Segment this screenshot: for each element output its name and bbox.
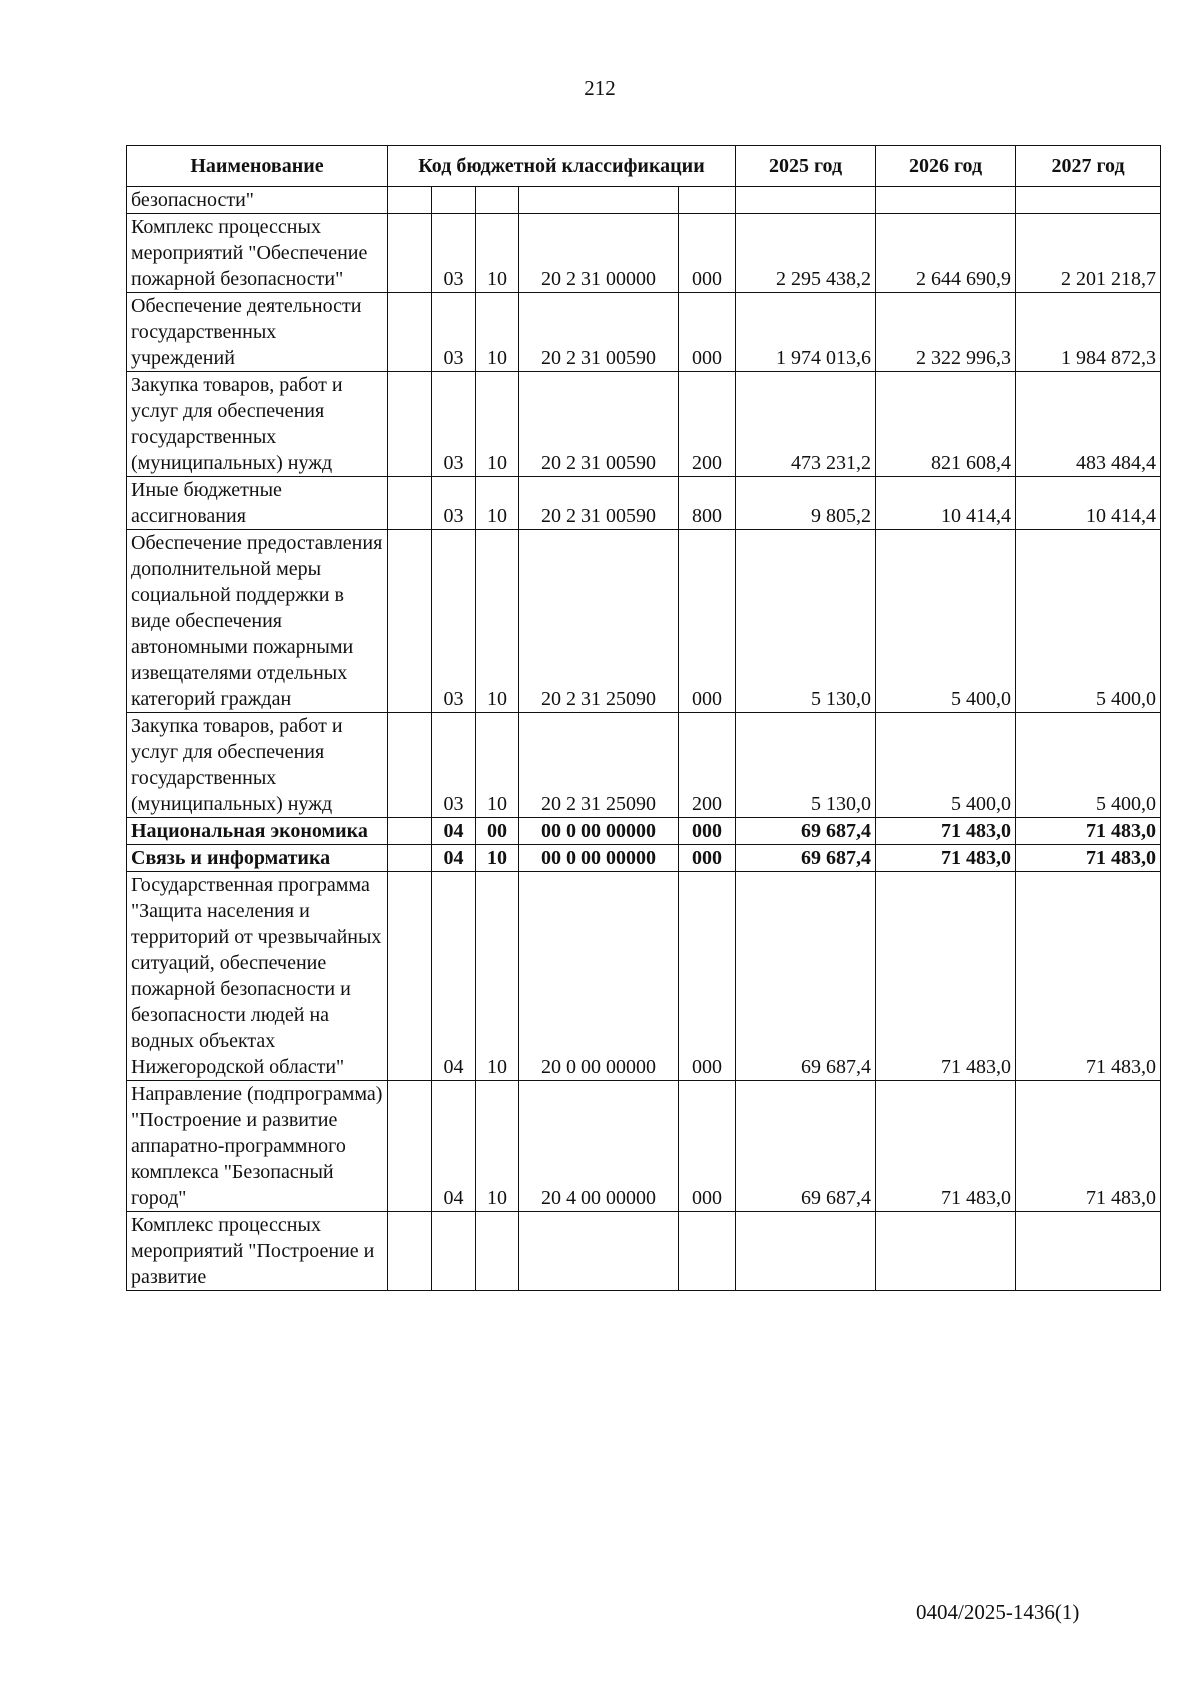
row-blank (388, 845, 432, 872)
document-code: 0404/2025-1436(1) (916, 1600, 1080, 1624)
row-value-2027 (1016, 1212, 1161, 1291)
table-row (127, 872, 1161, 1081)
row-value-2026: 71 483,0 (876, 818, 1016, 845)
row-value-2026: 10 414,4 (876, 477, 1016, 530)
row-subsection: 10 (476, 530, 519, 713)
row-section: 04 (432, 1081, 476, 1212)
row-value-2027: 71 483,0 (1016, 872, 1161, 1081)
row-value-2025: 5 130,0 (736, 713, 876, 818)
row-subsection: 10 (476, 713, 519, 818)
row-value-2027: 10 414,4 (1016, 477, 1161, 530)
row-name: Связь и информатика (127, 845, 388, 872)
row-value-2026: 71 483,0 (876, 845, 1016, 872)
header-code: Код бюджетной классификации (388, 146, 736, 187)
row-subsection: 10 (476, 477, 519, 530)
row-value-2026: 5 400,0 (876, 713, 1016, 818)
row-expense-type: 000 (679, 293, 736, 372)
row-target-article: 20 2 31 25090 (519, 713, 679, 818)
table-row (127, 477, 1161, 530)
row-value-2027: 71 483,0 (1016, 818, 1161, 845)
row-blank (388, 818, 432, 845)
row-name: Иные бюджетные ассигнования (127, 477, 388, 530)
row-value-2025: 473 231,2 (736, 372, 876, 477)
row-value-2027 (1016, 187, 1161, 214)
row-value-2026 (876, 187, 1016, 214)
table-row (127, 713, 1161, 818)
row-value-2025: 9 805,2 (736, 477, 876, 530)
row-target-article: 20 2 31 00590 (519, 293, 679, 372)
row-target-article (519, 1212, 679, 1291)
row-name: Государственная программа "Защита населения и территорий от чрезвычайных ситуаций, обеспечение пожарной безопасности и безопасности людей на водных объектах Нижегородской области" (127, 872, 388, 1081)
row-section (432, 1212, 476, 1291)
table-row (127, 187, 1161, 214)
row-value-2027: 71 483,0 (1016, 845, 1161, 872)
row-name: Комплекс процессных мероприятий "Обеспечение пожарной безопасности" (127, 214, 388, 293)
table-row (127, 818, 1161, 845)
row-section: 04 (432, 818, 476, 845)
row-expense-type: 000 (679, 872, 736, 1081)
row-expense-type: 000 (679, 214, 736, 293)
row-value-2026: 5 400,0 (876, 530, 1016, 713)
row-target-article: 20 2 31 00000 (519, 214, 679, 293)
budget-table (126, 145, 1161, 1291)
row-name: Национальная экономика (127, 818, 388, 845)
header-2027: 2027 год (1016, 146, 1161, 187)
header-name: Наименование (127, 146, 388, 187)
row-value-2025: 69 687,4 (736, 872, 876, 1081)
row-section (432, 187, 476, 214)
row-subsection: 00 (476, 818, 519, 845)
table-row (127, 845, 1161, 872)
row-blank (388, 214, 432, 293)
header-2025: 2025 год (736, 146, 876, 187)
row-section: 03 (432, 713, 476, 818)
row-subsection: 10 (476, 845, 519, 872)
row-section: 04 (432, 872, 476, 1081)
table-row (127, 293, 1161, 372)
row-expense-type: 000 (679, 818, 736, 845)
row-expense-type: 000 (679, 530, 736, 713)
row-section: 03 (432, 293, 476, 372)
table-row (127, 1081, 1161, 1212)
row-value-2027: 71 483,0 (1016, 1081, 1161, 1212)
row-value-2027: 2 201 218,7 (1016, 214, 1161, 293)
table-row (127, 372, 1161, 477)
row-blank (388, 713, 432, 818)
row-expense-type (679, 187, 736, 214)
row-target-article: 00 0 00 00000 (519, 818, 679, 845)
page-number: 212 (584, 76, 616, 100)
row-subsection: 10 (476, 293, 519, 372)
row-value-2027: 1 984 872,3 (1016, 293, 1161, 372)
row-target-article (519, 187, 679, 214)
row-target-article: 20 2 31 00590 (519, 372, 679, 477)
row-name: Закупка товаров, работ и услуг для обеспечения государственных (муниципальных) нужд (127, 372, 388, 477)
row-value-2025: 69 687,4 (736, 1081, 876, 1212)
row-value-2027: 5 400,0 (1016, 530, 1161, 713)
table-row (127, 214, 1161, 293)
row-expense-type: 800 (679, 477, 736, 530)
row-name: Закупка товаров, работ и услуг для обеспечения государственных (муниципальных) нужд (127, 713, 388, 818)
row-target-article: 00 0 00 00000 (519, 845, 679, 872)
row-blank (388, 530, 432, 713)
row-value-2026: 71 483,0 (876, 1081, 1016, 1212)
row-value-2026 (876, 1212, 1016, 1291)
row-value-2026: 821 608,4 (876, 372, 1016, 477)
row-blank (388, 1212, 432, 1291)
row-section: 03 (432, 372, 476, 477)
row-subsection: 10 (476, 214, 519, 293)
row-value-2025: 69 687,4 (736, 845, 876, 872)
row-value-2025 (736, 187, 876, 214)
row-target-article: 20 0 00 00000 (519, 872, 679, 1081)
table-row (127, 1212, 1161, 1291)
row-subsection (476, 187, 519, 214)
row-blank (388, 187, 432, 214)
row-name: Комплекс процессных мероприятий "Построение и развитие (127, 1212, 388, 1291)
header-2026: 2026 год (876, 146, 1016, 187)
row-value-2026: 2 644 690,9 (876, 214, 1016, 293)
row-name: безопасности" (127, 187, 388, 214)
row-blank (388, 1081, 432, 1212)
row-target-article: 20 2 31 00590 (519, 477, 679, 530)
row-value-2025: 69 687,4 (736, 818, 876, 845)
row-subsection: 10 (476, 1081, 519, 1212)
row-subsection (476, 1212, 519, 1291)
row-value-2025 (736, 1212, 876, 1291)
row-value-2027: 5 400,0 (1016, 713, 1161, 818)
row-section: 03 (432, 477, 476, 530)
row-expense-type: 200 (679, 372, 736, 477)
row-blank (388, 293, 432, 372)
row-expense-type: 200 (679, 713, 736, 818)
row-value-2027: 483 484,4 (1016, 372, 1161, 477)
row-section: 03 (432, 530, 476, 713)
row-section: 04 (432, 845, 476, 872)
row-name: Направление (подпрограмма) "Построение и развитие аппаратно-программного комплекса "Безопасный город" (127, 1081, 388, 1212)
table-header-row (127, 146, 1161, 187)
row-value-2025: 1 974 013,6 (736, 293, 876, 372)
row-blank (388, 477, 432, 530)
row-expense-type: 000 (679, 1081, 736, 1212)
row-value-2025: 2 295 438,2 (736, 214, 876, 293)
row-name: Обеспечение предоставления дополнительной меры социальной поддержки в виде обеспечения автономными пожарными извещателями отдельных категорий граждан (127, 530, 388, 713)
row-target-article: 20 2 31 25090 (519, 530, 679, 713)
row-section: 03 (432, 214, 476, 293)
row-value-2026: 71 483,0 (876, 872, 1016, 1081)
row-target-article: 20 4 00 00000 (519, 1081, 679, 1212)
row-expense-type: 000 (679, 845, 736, 872)
row-subsection: 10 (476, 372, 519, 477)
row-value-2025: 5 130,0 (736, 530, 876, 713)
row-blank (388, 372, 432, 477)
row-subsection: 10 (476, 872, 519, 1081)
table-row (127, 530, 1161, 713)
row-value-2026: 2 322 996,3 (876, 293, 1016, 372)
row-name: Обеспечение деятельности государственных учреждений (127, 293, 388, 372)
row-blank (388, 872, 432, 1081)
row-expense-type (679, 1212, 736, 1291)
